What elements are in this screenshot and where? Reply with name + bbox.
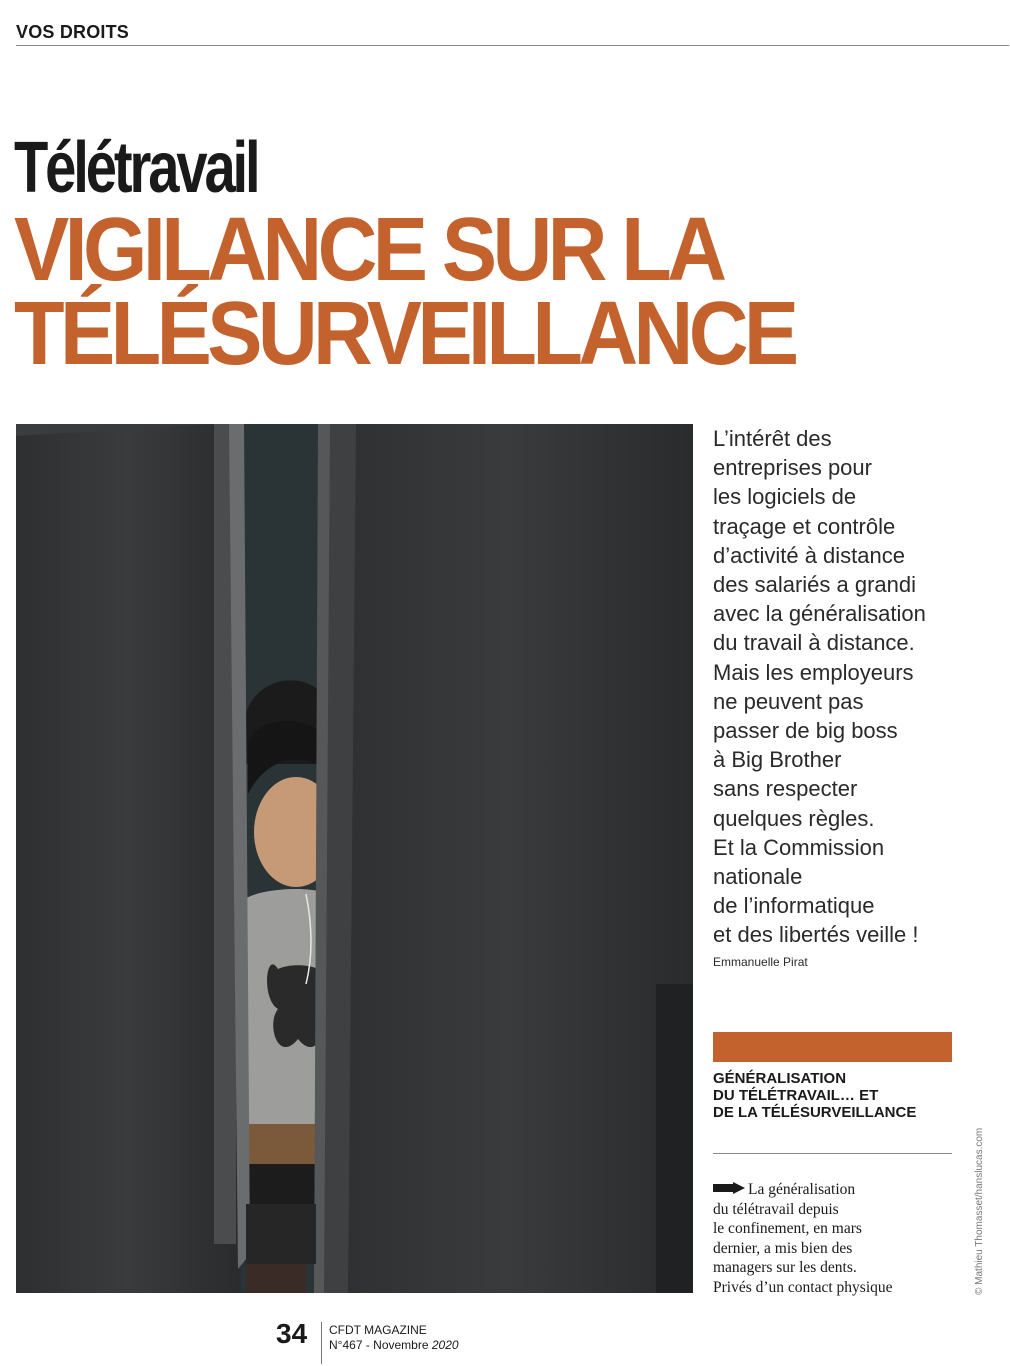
section-label: VOS DROITS bbox=[16, 22, 130, 42]
article-kicker: Télétravail bbox=[14, 128, 258, 208]
box-divider bbox=[713, 1153, 952, 1154]
header-divider bbox=[16, 45, 1009, 46]
article-intro: L’intérêt des entreprises pour les logiciels de traçage et contrôle d’activité à distance des salariés a grandi avec la généralisation du travail à distance. Mais les employeurs ne peuvent pas passer de big boss à Big Brother sans respecter quelques règles. Et la Commission nationale de l’informatique et des libertés veille ! bbox=[713, 426, 926, 948]
article-headline bbox=[14, 200, 795, 384]
box-heading: GÉNÉRALISATION DU TÉLÉTRAVAIL… ET DE LA TÉLÉSURVEILLANCE bbox=[713, 1070, 917, 1121]
magazine-issue bbox=[329, 1338, 459, 1352]
issue-year: 2020 bbox=[431, 1338, 459, 1352]
headline-line-1: VIGILANCE SUR LA bbox=[14, 200, 723, 300]
box-text: La généralisation du télétravail depuis le confinement, en mars dernier, a mis bien des managers sur les dents. Privés d’un contact physique bbox=[713, 1181, 893, 1296]
box-text-block bbox=[713, 1180, 958, 1297]
headline-line-2: TÉLÉSURVEILLANCE bbox=[14, 284, 795, 384]
page-number: 34 bbox=[276, 1318, 308, 1349]
arrow-right-icon bbox=[713, 1180, 745, 1192]
footer-divider bbox=[321, 1322, 322, 1364]
magazine-name: CFDT MAGAZINE bbox=[329, 1323, 427, 1337]
article-byline: Emmanuelle Pirat bbox=[713, 955, 808, 969]
photo-credit: © Mathieu Thomasset/hanslucas.com bbox=[974, 1127, 985, 1295]
article-photo bbox=[16, 424, 693, 1293]
box-accent-bar bbox=[713, 1032, 952, 1062]
issue-number: N°467 - Novembre bbox=[329, 1338, 429, 1352]
